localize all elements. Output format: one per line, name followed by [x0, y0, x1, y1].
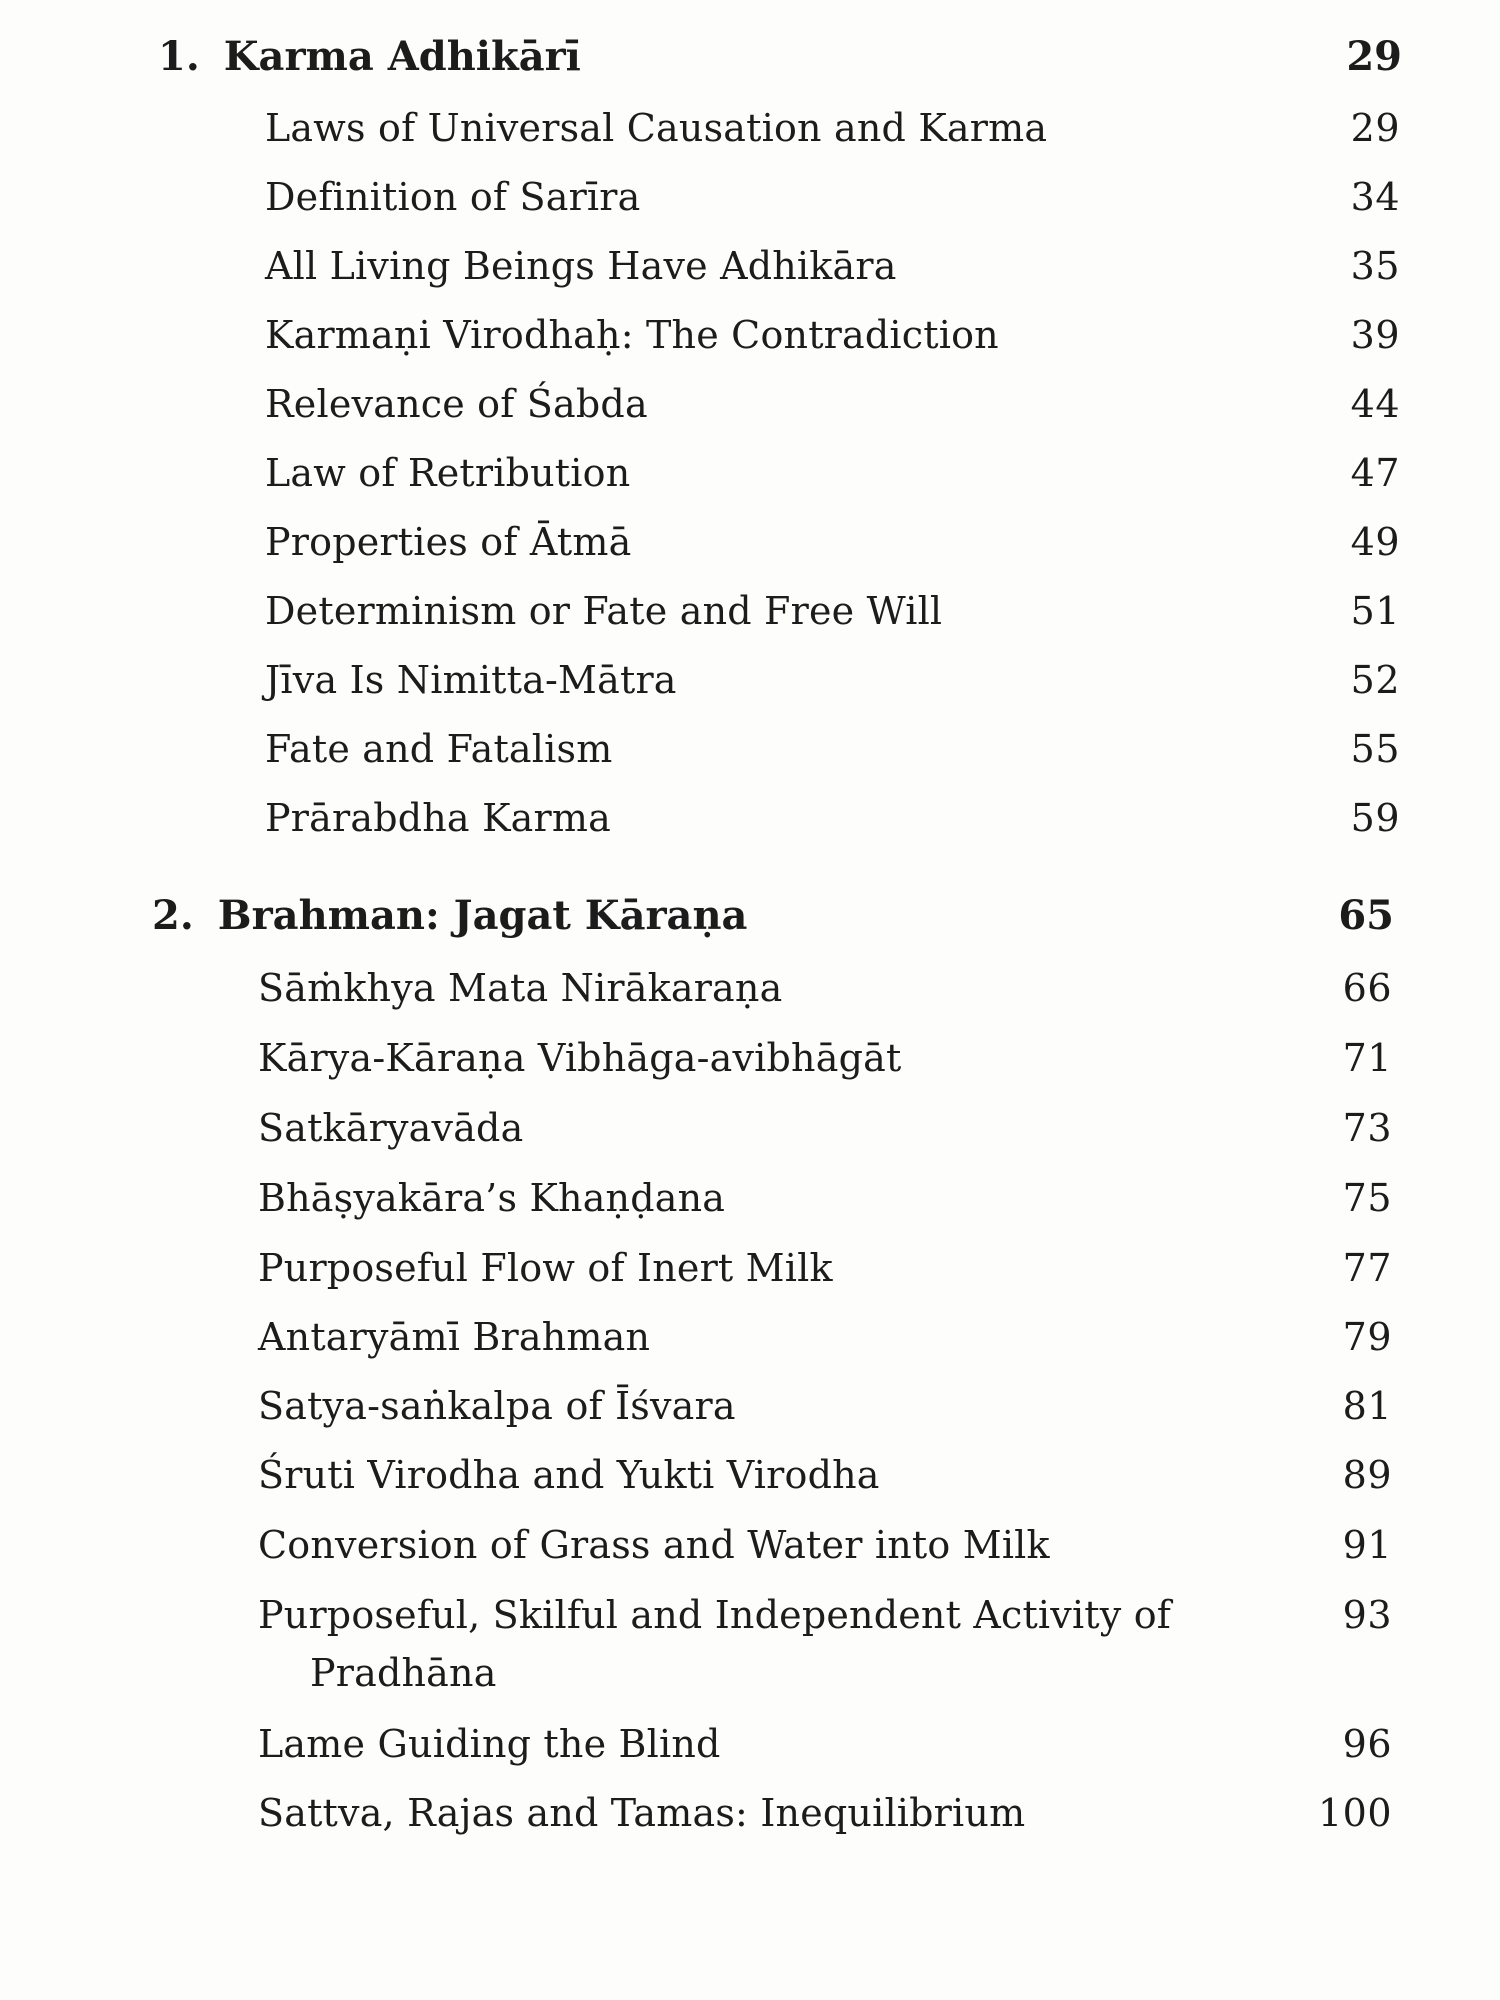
toc-entry-page: 77 — [1342, 1246, 1392, 1290]
toc-entry-page: 96 — [1342, 1722, 1392, 1766]
toc-entry-title: Definition of Sarīra — [265, 175, 641, 219]
toc-entry-page: 39 — [1350, 313, 1400, 357]
toc-entry-title: Purposeful, Skilful and Independent Activity of Pradhāna — [258, 1593, 1172, 1695]
chapter-2-title: Brahman: Jagat Kāraṇa — [217, 892, 748, 939]
toc-entry-page: 75 — [1342, 1176, 1392, 1220]
toc-entry-page: 73 — [1342, 1106, 1392, 1150]
chapter-1-heading — [158, 33, 581, 81]
toc-entry-title: Relevance of Śabda — [265, 382, 648, 426]
toc-entry-page: 89 — [1342, 1453, 1392, 1497]
toc-entry-title: Properties of Ātmā — [265, 520, 632, 564]
toc-entry-page: 79 — [1342, 1315, 1392, 1359]
toc-entry-page: 59 — [1350, 796, 1400, 840]
chapter-2-heading — [152, 892, 747, 940]
chapter-1-title: Karma Adhikārī — [223, 33, 581, 80]
toc-entry-page: 71 — [1342, 1036, 1392, 1080]
toc-entry-page: 51 — [1350, 589, 1400, 633]
toc-entry-title: Purposeful Flow of Inert Milk — [258, 1246, 833, 1290]
toc-entry-page: 52 — [1350, 658, 1400, 702]
toc-entry-title: Antaryāmī Brahman — [258, 1315, 651, 1359]
toc-entry-title: Lame Guiding the Blind — [258, 1722, 721, 1766]
chapter-2-page: 65 — [1338, 892, 1394, 939]
toc-entry-page: 44 — [1350, 382, 1400, 426]
toc-entry-title: All Living Beings Have Adhikāra — [265, 244, 897, 288]
toc-entry-title: Sāṁkhya Mata Nirākaraṇa — [258, 966, 783, 1010]
toc-entry-page: 93 — [1342, 1593, 1392, 1637]
toc-entry-page: 91 — [1342, 1523, 1392, 1567]
toc-entry-title: Śruti Virodha and Yukti Virodha — [258, 1453, 880, 1497]
chapter-2-number: 2. — [152, 892, 194, 939]
toc-entry-title: Conversion of Grass and Water into Milk — [258, 1523, 1050, 1567]
toc-entry-title: Karmaṇi Virodhaḥ: The Contradiction — [265, 313, 999, 357]
toc-entry-title: Bhāṣyakāra’s Khaṇḍana — [258, 1176, 726, 1220]
toc-entry-page: 55 — [1350, 727, 1400, 771]
toc-entry-page: 100 — [1317, 1791, 1392, 1835]
toc-entry-page: 35 — [1350, 244, 1400, 288]
toc-entry-title: Satkāryavāda — [258, 1106, 524, 1150]
toc-entry-page: 34 — [1350, 175, 1400, 219]
toc-entry-title: Satya-saṅkalpa of Īśvara — [258, 1384, 736, 1428]
toc-entry-title: Determinism or Fate and Free Will — [265, 589, 943, 633]
toc-entry-title: Sattva, Rajas and Tamas: Inequilibrium — [258, 1791, 1026, 1835]
chapter-1-page: 29 — [1346, 33, 1402, 80]
toc-entry-page: 47 — [1350, 451, 1400, 495]
toc-entry-title: Jīva Is Nimitta-Mātra — [265, 658, 677, 702]
toc-entry-page: 49 — [1350, 520, 1400, 564]
toc-entry-title: Laws of Universal Causation and Karma — [265, 106, 1048, 150]
toc-entry-title: Prārabdha Karma — [265, 796, 611, 840]
toc-entry-page: 81 — [1342, 1384, 1392, 1428]
toc-entry-page: 66 — [1342, 966, 1392, 1010]
toc-entry-title: Law of Retribution — [265, 451, 631, 495]
chapter-1-number: 1. — [158, 33, 200, 80]
toc-entry-title: Fate and Fatalism — [265, 727, 613, 771]
toc-entry-page: 29 — [1350, 106, 1400, 150]
toc-entry-title: Kārya-Kāraṇa Vibhāga-avibhāgāt — [258, 1036, 902, 1080]
